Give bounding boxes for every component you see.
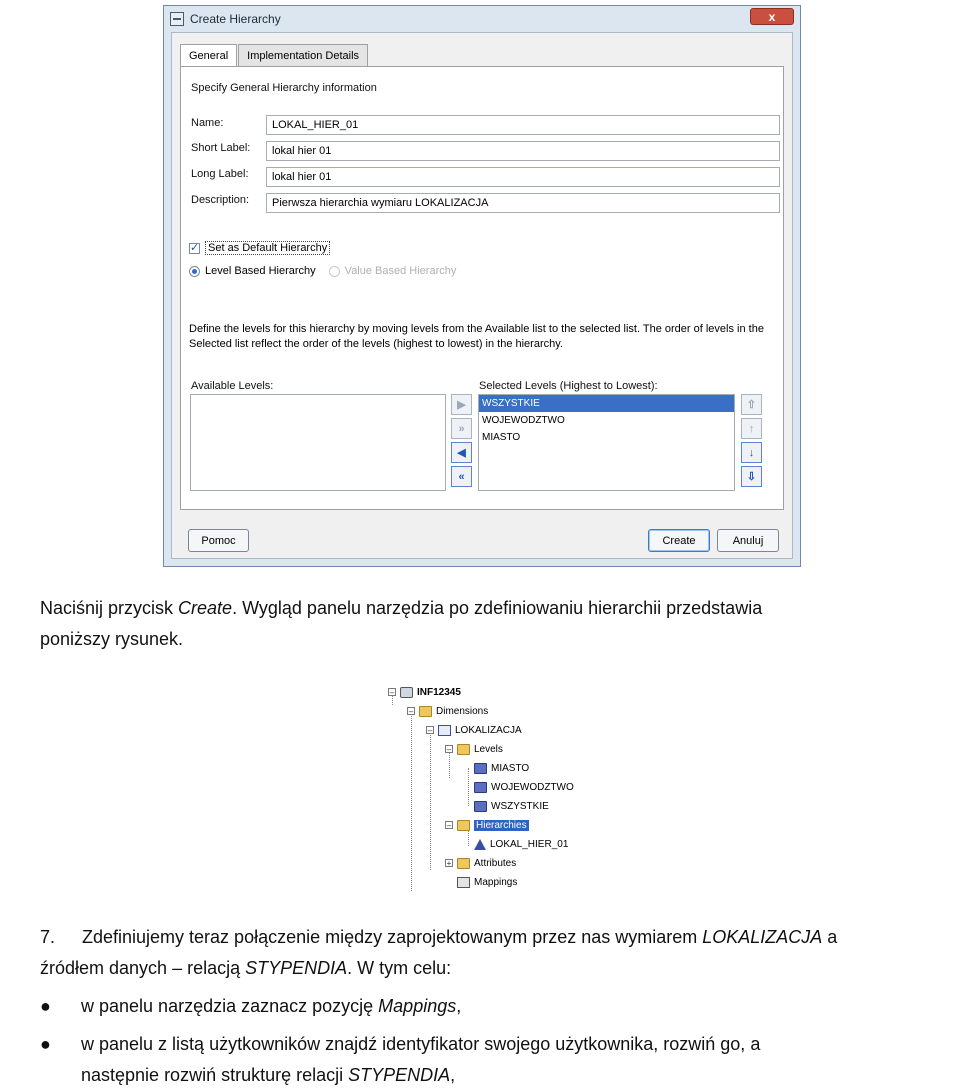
- create-hierarchy-dialog: [163, 5, 801, 567]
- move-all-left-icon[interactable]: «: [451, 466, 472, 487]
- bullet-continuation: [40, 1060, 935, 1091]
- database-icon: [400, 687, 413, 698]
- tab-implementation-details[interactable]: Implementation Details: [238, 44, 368, 67]
- section-number: 7.: [40, 927, 56, 947]
- tree-label: MIASTO: [491, 762, 530, 774]
- name-field[interactable]: LOKAL_HIER_01: [266, 115, 780, 135]
- navigator-tree: [386, 680, 586, 895]
- section-7: [40, 922, 935, 984]
- level-based-radio[interactable]: [189, 265, 456, 277]
- section-heading: Specify General Hierarchy information: [191, 82, 377, 94]
- b1-mappings: Mappings: [378, 996, 457, 1016]
- help-button[interactable]: Pomoc: [188, 529, 249, 552]
- p2-line2: [40, 953, 935, 984]
- tree-node-hierarchies[interactable]: [445, 817, 529, 833]
- collapse-icon[interactable]: –: [446, 745, 452, 754]
- p2-lokalizacja: LOKALIZACJA: [702, 927, 823, 947]
- move-bottom-icon[interactable]: ⇩: [741, 466, 762, 487]
- list-item[interactable]: MIASTO: [482, 432, 521, 443]
- level-based-label: Level Based Hierarchy: [205, 265, 316, 277]
- tree-node-root[interactable]: [388, 684, 461, 700]
- checkbox-checked[interactable]: [189, 243, 200, 254]
- cancel-button[interactable]: Anuluj: [717, 529, 779, 552]
- tree-label: Dimensions: [436, 705, 489, 717]
- available-levels-label: Available Levels:: [191, 380, 274, 392]
- collapse-icon[interactable]: –: [389, 688, 395, 697]
- name-label: Name:: [191, 117, 224, 129]
- list-item[interactable]: WOJEWODZTWO: [482, 415, 565, 426]
- bullet-list: [40, 991, 935, 1091]
- close-button[interactable]: x: [750, 8, 794, 25]
- tree-label: WSZYSTKIE: [491, 800, 549, 812]
- long-label-label: Long Label:: [191, 168, 249, 180]
- level-icon: [474, 763, 487, 774]
- list-item[interactable]: WSZYSTKIE: [479, 395, 734, 412]
- move-top-icon[interactable]: ⇧: [741, 394, 762, 415]
- p2-line1: [82, 922, 837, 953]
- value-based-label: Value Based Hierarchy: [344, 265, 457, 277]
- folder-icon: [457, 858, 470, 869]
- p2-stypendia: STYPENDIA: [245, 958, 348, 978]
- p1-create: Create: [178, 598, 233, 618]
- description-field[interactable]: Pierwsza hierarchia wymiaru LOKALIZACJA: [266, 193, 780, 213]
- p2-text-d: . W tym celu:: [347, 958, 452, 978]
- selected-levels-label: Selected Levels (Highest to Lowest):: [479, 380, 658, 392]
- description-label: Description:: [191, 194, 250, 206]
- p2-text-c: źródłem danych – relacją: [40, 958, 246, 978]
- b2-stypendia: STYPENDIA: [348, 1065, 451, 1085]
- tree-node-levels[interactable]: [445, 741, 503, 757]
- move-down-icon[interactable]: ↓: [741, 442, 762, 463]
- tree-node-mappings[interactable]: [457, 874, 517, 890]
- tab-strip: [180, 44, 369, 66]
- short-label-label: Short Label:: [191, 142, 251, 154]
- tree-label: Hierarchies: [476, 819, 527, 831]
- tree-node-dimensions[interactable]: [407, 703, 488, 719]
- bullet-icon: ●: [40, 996, 51, 1016]
- tree-node-lokalizacja[interactable]: [426, 722, 522, 738]
- hierarchy-icon: [474, 839, 486, 850]
- folder-icon: [419, 706, 432, 717]
- general-tab-panel: [180, 66, 784, 510]
- collapse-icon[interactable]: –: [446, 821, 452, 830]
- b1-text-b: ,: [456, 996, 462, 1016]
- instructions-text: Define the levels for this hierarchy by moving levels from the Available list to the selected list. The order of levels in the Selected list reflect the order of the levels (highest to lowest) in the hierarchy.: [189, 323, 764, 350]
- title-bar[interactable]: [164, 6, 800, 32]
- dimension-icon: [438, 725, 451, 736]
- available-levels-list[interactable]: [190, 394, 446, 491]
- tab-general[interactable]: General: [180, 44, 237, 68]
- p1-line1: [40, 593, 762, 624]
- mappings-icon: [457, 877, 470, 888]
- dialog-title: Create Hierarchy: [190, 12, 281, 26]
- tree-node-level[interactable]: [474, 760, 529, 776]
- bullet-text: w panelu z listą użytkowników znajdź identyfikator swojego użytkownika, rozwiń go, a: [81, 1034, 761, 1054]
- p1-line2: poniższy rysunek.: [40, 629, 184, 649]
- move-left-icon[interactable]: ◀: [451, 442, 472, 463]
- p1-text-b: . Wygląd panelu narzędzia po zdefiniowaniu hierarchii przedstawia: [232, 598, 763, 618]
- short-label-field[interactable]: lokal hier 01: [266, 141, 780, 161]
- tree-label: Attributes: [474, 857, 517, 869]
- p1-text: Naciśnij przycisk: [40, 598, 179, 618]
- level-icon: [474, 801, 487, 812]
- tree-node-hierarchy[interactable]: [474, 836, 568, 852]
- b2-text-b: następnie rozwiń strukturę relacji: [81, 1065, 349, 1085]
- bullet-icon: ●: [40, 1034, 51, 1054]
- move-up-icon[interactable]: ↑: [741, 418, 762, 439]
- list-item: [40, 991, 935, 1022]
- folder-icon: [457, 744, 470, 755]
- default-hierarchy-checkbox[interactable]: [189, 241, 330, 255]
- p2-text: Zdefiniujemy teraz połączenie między zaprojektowanym przez nas wymiarem: [82, 927, 703, 947]
- tree-label: INF12345: [417, 686, 461, 698]
- b2-text-c: ,: [450, 1065, 456, 1085]
- default-hierarchy-label: Set as Default Hierarchy: [205, 241, 330, 255]
- app-icon: [170, 12, 184, 26]
- value-based-radio: [329, 266, 340, 277]
- tree-label: LOKAL_HIER_01: [490, 838, 569, 850]
- list-item: [40, 1029, 935, 1060]
- b1-text: w panelu narzędzia zaznacz pozycję: [81, 996, 379, 1016]
- long-label-field[interactable]: lokal hier 01: [266, 167, 780, 187]
- collapse-icon[interactable]: –: [427, 726, 433, 735]
- tree-label: WOJEWODZTWO: [491, 781, 574, 793]
- tree-node-attributes[interactable]: [445, 855, 516, 871]
- radio-selected[interactable]: [189, 266, 200, 277]
- dialog-client: [171, 32, 793, 559]
- selected-levels-list[interactable]: [478, 394, 735, 491]
- bullet-text: [81, 991, 461, 1022]
- expand-icon[interactable]: +: [446, 859, 452, 868]
- p2-text-b: a: [822, 927, 838, 947]
- level-icon: [474, 782, 487, 793]
- tree-label: Levels: [474, 743, 503, 755]
- tree-node-level[interactable]: [474, 779, 574, 795]
- collapse-icon[interactable]: –: [408, 707, 414, 716]
- create-button[interactable]: Create: [648, 529, 710, 552]
- paragraph-create: [40, 593, 930, 655]
- tree-node-level[interactable]: [474, 798, 549, 814]
- move-right-icon[interactable]: ▶: [451, 394, 472, 415]
- tree-label: Mappings: [474, 876, 518, 888]
- move-all-right-icon[interactable]: »: [451, 418, 472, 439]
- folder-icon: [457, 820, 470, 831]
- tree-label: LOKALIZACJA: [455, 724, 522, 736]
